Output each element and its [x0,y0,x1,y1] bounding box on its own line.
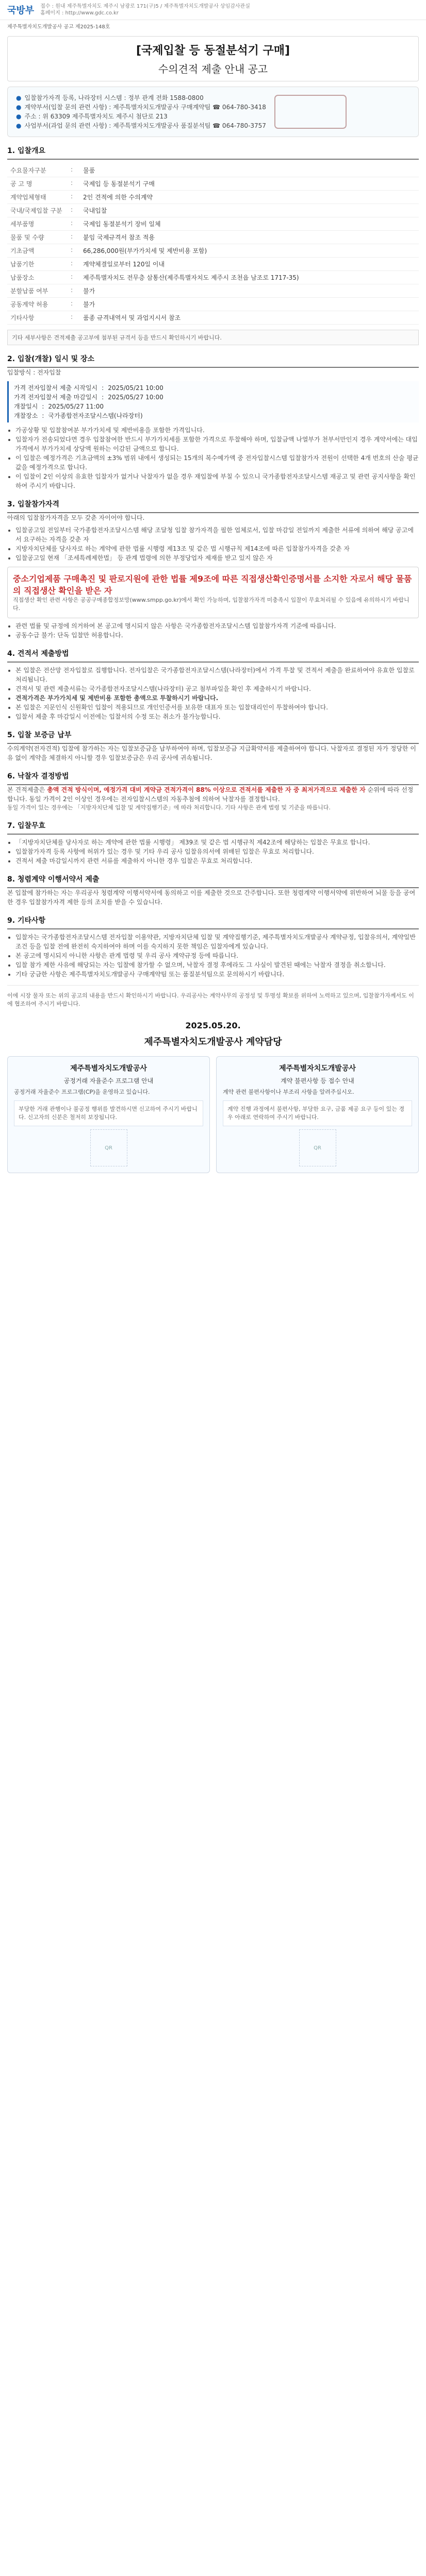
section-6-text-part2: 순위에 따라 선정합니다. 동일 가격이 2인 이상인 경우에는 전자입찰시스템의 자동추첨에 의하여 낙찰자를 결정합니다. [7,786,414,803]
colon: : [42,403,44,410]
qualification-list [7,526,419,563]
contact-line-text: 주소 : 위 63309 제주특별자치도 제주시 첨단로 213 [24,113,168,120]
date-label: 개찰일시 [14,403,38,410]
list-item: • 견적서 및 관련 제출서류는 국가종합전자조달시스템(나라장터) 공고 첨부파일을 확인 후 제출하시기 바랍니다. [15,684,419,693]
bullet-icon: ● [16,104,22,111]
overview-table [7,164,419,325]
table-cell-label: 기타사항 [7,311,68,325]
table-cell-value: 국내입찰 [80,204,419,217]
table-cell-value: 붙임 국제규격서 참조 적용 [80,231,419,244]
contact-line-text: 입찰참가자격 등록, 나라장터 시스템 : 정부 관계 전화 1588-0800 [24,94,204,101]
table-cell-label: 기초금액 [7,244,68,258]
table-row [7,177,419,191]
submission-list [7,666,419,721]
colon: : [68,217,80,231]
section-3-intro: 아래의 입찰참가자격을 모두 갖춘 자이어야 합니다. [7,514,145,521]
card-box: 계약 진행 과정에서 불편사항, 부당한 요구, 금품 제공 요구 등이 있는 경우 아래로 연락하여 주시기 바랍니다. [223,1100,412,1126]
section-5 [7,730,419,762]
table-row [7,204,419,217]
list-item: • 견적서 제출 마감일시까지 관련 서류를 제출하지 아니한 경우 입찰은 무효로 처리합니다. [15,856,419,866]
section-5-text: 수의계약(전자견적) 입찰에 참가하는 자는 입찰보증금을 납부하여야 하며, 입찰보증금 지급확약서를 제출하여야 합니다. 낙찰자로 결정된 자가 정당한 이유 없이 계약을 체결하지 아니할 경우 입찰보증금은 우리 공사에 귀속됩니다. [7,745,416,761]
list-item: • 입찰공고일 전일부터 국가종합전자조달시스템 해당 조달청 입찰 참가자격을 필한 업체로서, 입찰 마감일 전일까지 제출한 서류에 의하여 해당 공고에서 요구하는 자격을 갖춘 자 [15,526,419,544]
table-cell-value: 불가 [80,284,419,298]
warning-text: 직접생산 확인 관련 사항은 공공구매종합정보망(www.smpp.go.kr)에서 확인 가능하며, 입찰참가자격 미충족시 입찰이 무효처리될 수 있음에 유의하시기 바랍니다. [13,597,409,612]
bottom-cards [7,1056,419,1173]
page-subtitle: 수의견적 제출 안내 공고 [158,63,268,75]
list-item: • 입찰자가 전송되었다면 경우 입찰참여한 반드시 부가가치세를 포함한 가격으로 투찰해야 하며, 입찰금액 나열부가 천부서만인지 경우 계약서에는 대입가격에서 부가가치세 상당액 원하는 이감된 금액으로 합니다. [15,435,419,453]
topbar-info-line1: 접수 : 원내 제주특별자치도 제주시 남광로 171(구)5 / 제주특별자치도개발공사 상임감사관실 [40,4,250,9]
bid-notes [7,426,419,490]
list-item: • 지방자치단체를 당사자로 하는 계약에 관한 법률 시행령 제13조 및 같은 법 시행규칙 제14조에 따른 입찰참가자격을 갖춘 자 [15,544,419,553]
colon: : [68,177,80,191]
card-box: 부당한 거래 관행이나 불공정 행위를 발견하시면 신고하여 주시기 바랍니다. 신고자의 신분은 철저히 보장됩니다. [14,1100,203,1126]
colon: : [68,191,80,204]
date-label: 가격 전자입찰서 제출 시작일시 [14,384,98,392]
section-7-title: 7. 입찰무효 [7,820,419,835]
invalid-list [7,838,419,866]
section-8 [7,874,419,907]
list-item: • 「지방자치단체를 당사자로 하는 계약에 관한 법률 시행령」 제39조 및 같은 법 시행규칙 제42조에 해당하는 입찰은 무효로 합니다. [15,838,419,847]
section-9-title: 9. 기타사항 [7,915,419,929]
colon: : [42,412,44,419]
list-item: • 입찰자는 국가종합전자조달시스템 전자입찰 이용약관, 지방자치단체 입찰 및 계약집행기준, 제주특별자치도개발공사 계약규정, 입찰유의서, 계약일반조건 등을 입찰 전에 완전히 숙지하여야 하며 이를 숙지하지 못한 책임은 입찰자에게 있습니다. [15,933,419,951]
card-title: 제주특별자치도개발공사 [279,1064,356,1073]
card-line: 공정거래 자율준수 프로그램(CP)을 운영하고 있습니다. [14,1089,150,1095]
section-1 [7,145,419,345]
section-4-title: 4. 견적서 제출방법 [7,648,419,663]
date-row [14,393,414,402]
colon: : [102,384,104,392]
section-6-text-highlight: 총액 견적 방식이며, 예정가격 대비 계약금 견적가격이 88% 이상으로 견적서를 제출한 자 중 최저가격으로 제출한 자 [47,786,366,793]
colon: : [68,311,80,325]
table-cell-label: 세부품명 [7,217,68,231]
list-item: • 본 공고에 명시되지 아니한 사항은 관계 법령 및 우리 공사 계약규정 등에 따릅니다. [15,951,419,960]
table-cell-label: 납품기한 [7,258,68,271]
card-complaint-info [216,1056,419,1173]
card-line: 계약 관련 불편사항이나 부조리 사항을 알려주십시오. [223,1089,354,1095]
table-cell-value: 국제입 등 동절분석기 구매 [80,177,419,191]
contact-line [16,103,266,112]
bullet-icon: ● [16,113,22,120]
table-cell-value: 품종 규격내역서 및 과업지시서 참조 [80,311,419,325]
date-value: 2025/05/27 10:00 [108,394,163,401]
bullet-icon: ● [16,94,22,101]
announcement-number: 제주특별자치도개발공사 공고 제2025-148호 [7,24,110,30]
announcement-org: 제주특별자치도개발공사 계약담당 [144,1037,282,1047]
section-9 [7,915,419,1008]
table-cell-label: 공 고 명 [7,177,68,191]
warning-red-text: 중소기업제품 구매촉진 및 판로지원에 관한 법률 제9조에 따른 직접생산확인증명서를 소지한 자로서 해당 물품의 직접생산 확인을 받은 자 [13,574,412,596]
section-8-title: 8. 청렴계약 이행서약서 제출 [7,874,419,888]
contact-line [16,121,266,130]
contact-line-text: 사업부서(과업 문의 관련 사항) : 제주특별자치도개발공사 품질분석팀 ☎ 064-780-3757 [24,122,266,129]
list-item: • 기타 궁금한 사항은 제주특별자치도개발공사 구매계약팀 또는 품질분석팀으로 문의하시기 바랍니다. [15,970,419,979]
list-item: • 가공상황 및 입찰참여분 부가가치세 및 제반비용을 포함한 가격입니다. [15,426,419,435]
qr-code-icon: QR [299,1129,336,1166]
table-row [7,258,419,271]
table-row [7,298,419,311]
qualification-notes [7,621,419,640]
table-cell-label: 계약업체형태 [7,191,68,204]
card-subtitle: 계약 불편사항 등 접수 안내 [281,1077,354,1084]
section-8-text: 본 입찰에 참가하는 자는 우리공사 청렴계약 이행서약서에 동의하고 이를 제출한 것으로 간주합니다. 또한 청렴계약 이행서약에 위반하여 뇌물 등을 공여한 경우 입찰참가자격 제한 등의 조치를 받을 수 있습니다. [7,889,416,906]
table-cell-value: 물품 [80,164,419,177]
section-6-title: 6. 낙찰자 결정방법 [7,771,419,785]
contact-line [16,112,266,121]
table-row [7,244,419,258]
closing-text: 이에 시장 물자 또는 위의 공고의 내용을 반드시 확인하시기 바랍니다. 우리공사는 계약사무의 공정성 및 투명성 확보를 위하여 노력하고 있으며, 입찰참가자께서도 이에 협조하여 주시기 바랍니다. [7,992,414,1007]
colon: : [102,394,104,401]
table-cell-value: 2인 견적에 의한 수의계약 [80,191,419,204]
date-row [14,402,414,411]
table-cell-label: 물품 및 수량 [7,231,68,244]
table-cell-value: 제주특별자치도 전무층 삼통산(제주특별자치도 제주시 조천읍 남조로 1717-35) [80,271,419,284]
table-row [7,191,419,204]
table-row [7,217,419,231]
section-3 [7,499,419,640]
colon: : [68,204,80,217]
table-cell-label: 수요물자구분 [7,164,68,177]
bid-method-label: 입찰방식 [7,369,31,376]
list-item: • 입찰참가자격 등록 사항에 허위가 있는 경우 및 기타 우리 공사 입찰유의서에 위배된 입찰은 무효로 처리합니다. [15,847,419,856]
section-7 [7,820,419,866]
section-1-title: 1. 입찰개요 [7,145,419,160]
section-6-text-part1: 본 견적제출은 [7,786,47,793]
qualification-warning [7,567,419,618]
overview-notice: 기타 세부사항은 견적제출 공고부에 첨부된 규격서 등을 반드시 확인하시기 바랍니다. [7,330,419,345]
table-row [7,164,419,177]
section-6-note: 동일 가격이 있는 경우에는 「지방자치단체 입찰 및 계약집행기준」에 따라 처리합니다. 기타 사항은 관계 법령 및 기준을 따릅니다. [7,804,331,811]
list-item: • 본 입찰은 지문인식 신원확인 입찰이 적용되므로 개인인증서를 보유한 대표자 또는 입찰대리인이 투찰하여야 합니다. [15,703,419,712]
bullet-icon: ● [16,122,22,129]
etc-list [7,933,419,979]
table-cell-value: 계약체결일로부터 120일 이내 [80,258,419,271]
topbar [0,0,426,20]
table-cell-value: 국제입 동절분석기 장비 일체 [80,217,419,231]
colon: : [68,244,80,258]
colon: : [68,231,80,244]
colon: : [68,258,80,271]
list-item: • 관련 법률 및 규정에 의거하여 본 공고에 명시되지 않은 사항은 국가종합전자조달시스템 입찰참가자격 기준에 따릅니다. [15,621,419,631]
table-cell-label: 납품장소 [7,271,68,284]
card-cp-program [7,1056,210,1173]
card-title: 제주특별자치도개발공사 [70,1064,147,1073]
colon: : [68,164,80,177]
topbar-info-line2: 홈페이지 : http://www.gdc.co.kr [40,10,119,16]
table-row [7,271,419,284]
cards-row [7,1056,419,1173]
colon: : [33,369,38,376]
topbar-info [40,3,250,16]
contact-box [7,87,419,137]
date-row [14,411,414,420]
section-4 [7,648,419,721]
table-cell-value: 66,286,000원(부가가치세 및 제반비용 포함) [80,244,419,258]
list-item: • 공동수급 불가: 단독 입찰만 허용합니다. [15,631,419,640]
section-6-text [7,785,419,804]
title-box [7,36,419,81]
contact-line [16,93,266,103]
contact-line-text: 계약부서(입찰 문의 관련 사항) : 제주특별자치도개발공사 구매계약팀 ☎ 064-780-3418 [24,104,266,111]
section-5-title: 5. 입찰 보증금 납부 [7,730,419,744]
seal-icon [274,95,347,129]
section-2 [7,353,419,490]
date-box [7,381,419,422]
colon: : [68,284,80,298]
colon: : [68,271,80,284]
list-item: • 입찰공고일 현재 「조세특례제한법」 등 관계 법령에 의한 부정당업자 제재를 받고 있지 않은 자 [15,553,419,563]
footer [7,1021,419,1048]
bid-method-line [7,368,419,377]
date-label: 개찰장소 [14,412,38,419]
table-row [7,231,419,244]
list-item: • 이 입찰이 2인 이상의 유효한 입찰자가 없거나 낙찰자가 없을 경우 재입찰에 부칠 수 있으니 국가종합전자조달시스템 재공고 및 관련 공지사항을 확인하여 주시기 바랍니다. [15,472,419,490]
card-subtitle: 공정거래 자율준수 프로그램 안내 [63,1077,154,1084]
table-cell-label: 분할납품 여부 [7,284,68,298]
colon: : [68,298,80,311]
list-item: • 입찰 참가 제한 사유에 해당되는 자는 입찰에 참가할 수 없으며, 낙찰자 결정 후에라도 그 사실이 발견된 때에는 낙찰자 결정을 취소합니다. [15,960,419,970]
section-6 [7,771,419,812]
table-row [7,311,419,325]
qr-code-icon: QR [90,1129,127,1166]
list-item: • 이 입찰은 예정가격은 기초금액의 ±3% 범위 내에서 생성되는 15개의 복수예가액 중 전자입찰시스템 입찰참가자 전원이 선택한 4개 번호의 산술 평균값을 예정가격으로 합니다. [15,453,419,472]
date-value: 2025/05/27 11:00 [48,403,104,410]
table-cell-label: 공동계약 허용 [7,298,68,311]
org-seal [274,95,347,129]
contact-list [16,93,266,130]
logo-text: 국방부 [7,5,35,16]
date-label: 가격 전자입찰서 제출 마감일시 [14,394,98,401]
section-2-title: 2. 입찰(개찰) 일시 및 장소 [7,353,419,368]
bid-method-value: 전자입찰 [37,369,61,376]
page-title: [국제입찰 등 동절분석기 구매] [136,44,290,57]
table-cell-label: 국내/국제입찰 구분 [7,204,68,217]
list-item: • 입찰서 제출 후 마감일시 이전에는 입찰서의 수정 또는 취소가 불가능합니다. [15,712,419,721]
date-value: 국가종합전자조달시스템(나라장터) [48,412,143,419]
date-value: 2025/05/21 10:00 [108,384,163,392]
table-cell-value: 불가 [80,298,419,311]
list-item: • 본 입찰은 전산망 전자입찰로 집행합니다. 전자입찰은 국가종합전자조달시스템(나라장터)에서 가격 투찰 및 견적서 제출을 완료하여야 유효한 입찰로 처리됩니다. [15,666,419,684]
table-row [7,284,419,298]
date-row [14,383,414,393]
list-item: • 견적가격은 부가가치세 및 제반비용 포함한 총액으로 투찰하시기 바랍니다. [15,693,419,703]
announcement-date: 2025.05.20. [185,1021,241,1030]
section-3-title: 3. 입찰참가자격 [7,499,419,513]
divider [7,985,419,986]
